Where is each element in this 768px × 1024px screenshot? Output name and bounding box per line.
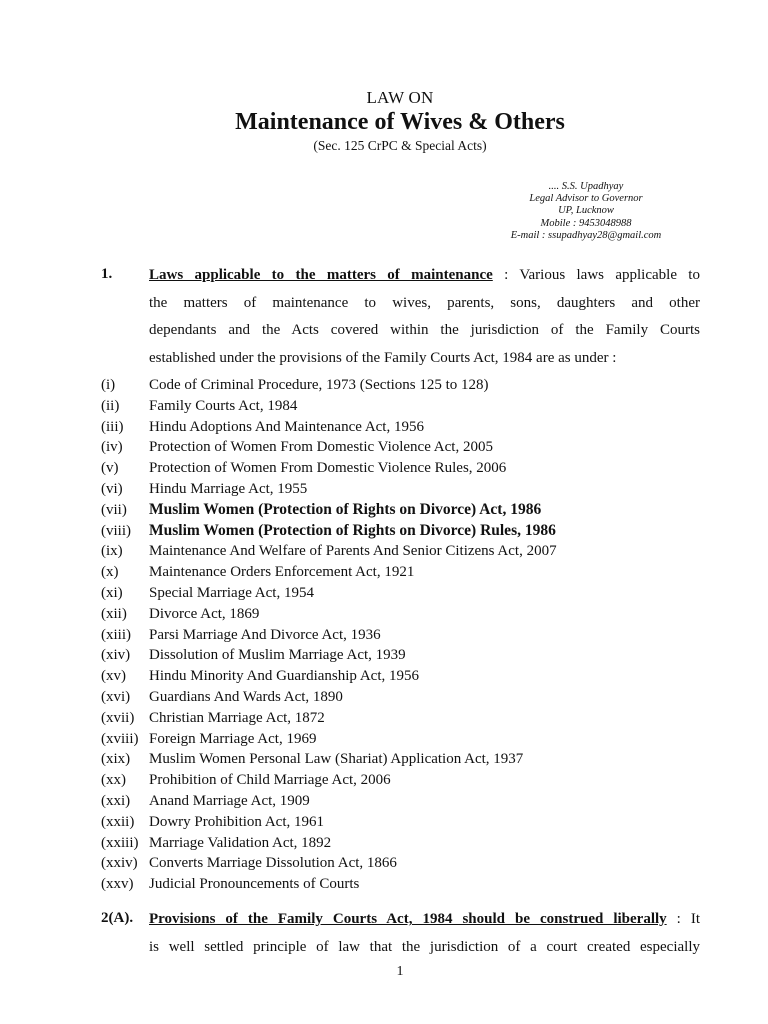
list-item-number: (xv) [101, 668, 126, 685]
list-item [101, 562, 721, 583]
list-item [101, 791, 721, 812]
list-item-text: Prohibition of Child Marriage Act, 2006 [149, 772, 391, 789]
list-item-text: Hindu Minority And Guardianship Act, 1956 [149, 668, 419, 685]
list-item-text: Maintenance And Welfare of Parents And Senior Citizens Act, 2007 [149, 543, 557, 560]
list-item [101, 500, 721, 521]
list-item-number: (xx) [101, 772, 126, 789]
list-item-number: (xxi) [101, 792, 131, 809]
document-title: Maintenance of Wives & Others [235, 109, 565, 135]
list-item-text: Divorce Act, 1869 [149, 605, 260, 622]
document-subtitle: (Sec. 125 CrPC & Special Acts) [313, 138, 487, 153]
list-item-number: (xxiii) [101, 834, 139, 851]
list-item-text: Guardians And Wards Act, 1890 [149, 688, 343, 705]
list-item-number: (ix) [101, 543, 123, 560]
list-item-text: Protection of Women From Domestic Violence Rules, 2006 [149, 460, 507, 477]
list-item [101, 396, 721, 417]
list-item [101, 687, 721, 708]
section-1-line-1-rest: : Various laws applicable to [492, 267, 700, 283]
section-1-heading: Laws applicable to the matters of maintenance [149, 267, 493, 283]
list-item-number: (xvii) [101, 709, 135, 726]
list-item-number: (ii) [101, 397, 120, 414]
section-2a-line-1-rest: : It [666, 911, 700, 927]
list-item-number: (xi) [101, 584, 123, 601]
list-item-text: Special Marriage Act, 1954 [149, 584, 314, 601]
list-item-number: (xiv) [101, 647, 131, 664]
list-item [101, 541, 721, 562]
section-2a-line-2: is well settled principle of law that the jurisdiction of a court created especially [149, 938, 700, 955]
section-2a-number: 2(A). [101, 910, 134, 926]
section-1-line-4: established under the provisions of the Family Courts Act, 1984 are as under : [149, 349, 617, 366]
list-item-number: (v) [101, 460, 119, 477]
list-item-text: Hindu Marriage Act, 1955 [149, 480, 308, 497]
list-item [101, 874, 721, 895]
list-item-number: (xviii) [101, 730, 139, 747]
list-item-number: (i) [101, 377, 116, 393]
author-role: Legal Advisor to Governor [529, 193, 643, 205]
list-item-text: Protection of Women From Domestic Violence Act, 2005 [149, 439, 493, 456]
list-item-text: Muslim Women (Protection of Rights on Divorce) Rules, 1986 [149, 521, 556, 539]
list-item [101, 833, 721, 854]
list-item [101, 437, 721, 458]
list-item-number: (xxv) [101, 876, 134, 893]
list-item [101, 625, 721, 646]
list-item-text: Converts Marriage Dissolution Act, 1866 [149, 855, 397, 872]
list-item [101, 749, 721, 770]
list-item [101, 604, 721, 625]
list-item-text: Marriage Validation Act, 1892 [149, 834, 332, 851]
section-2a-paragraph [149, 906, 700, 961]
section-2a-line-1 [149, 906, 700, 934]
list-item [101, 729, 721, 750]
list-item-text: Family Courts Act, 1984 [149, 397, 298, 414]
list-item [101, 458, 721, 479]
list-item-number: (viii) [101, 522, 131, 539]
list-item-text: Dowry Prohibition Act, 1961 [149, 813, 324, 830]
list-item-number: (xii) [101, 605, 127, 622]
list-item-text: Judicial Pronouncements of Courts [149, 876, 360, 893]
list-item-number: (x) [101, 564, 119, 581]
list-item-number: (vii) [101, 501, 127, 518]
list-item-text: Muslim Women (Protection of Rights on Divorce) Act, 1986 [149, 500, 542, 518]
list-item-number: (xxiv) [101, 855, 138, 872]
list-item-text: Dissolution of Muslim Marriage Act, 1939 [149, 647, 406, 664]
list-item-text: Maintenance Orders Enforcement Act, 1921 [149, 564, 415, 581]
list-item-number: (xiii) [101, 626, 131, 643]
list-item-text: Muslim Women Personal Law (Shariat) Application Act, 1937 [149, 751, 524, 768]
author-place: UP, Lucknow [558, 205, 614, 217]
section-2a-heading: Provisions of the Family Courts Act, 1984 should be construed liberally [149, 911, 667, 927]
list-item-text: Hindu Adoptions And Maintenance Act, 1956 [149, 418, 424, 435]
list-item-number: (iii) [101, 418, 124, 435]
list-item [101, 645, 721, 666]
list-item [101, 666, 721, 687]
list-item-text: Code of Criminal Procedure, 1973 (Sections 125 to 128) [149, 377, 489, 393]
author-block [470, 181, 702, 242]
author-email: E-mail : ssupadhyay28@gmail.com [510, 229, 662, 241]
author-mobile: Mobile : 9453048988 [540, 217, 632, 229]
list-item [101, 417, 721, 438]
list-item [101, 853, 721, 874]
list-item-text: Parsi Marriage And Divorce Act, 1936 [149, 626, 381, 643]
list-item-text: Foreign Marriage Act, 1969 [149, 730, 317, 747]
list-item-number: (iv) [101, 439, 123, 456]
list-item-text: Christian Marriage Act, 1872 [149, 709, 325, 726]
section-1-line-3: dependants and the Acts covered within the jurisdiction of the Family Courts [149, 322, 700, 339]
list-item-number: (xvi) [101, 688, 131, 705]
list-item [101, 708, 721, 729]
page-number: 1 [396, 964, 404, 979]
list-item [101, 479, 721, 500]
list-item-number: (vi) [101, 480, 123, 497]
list-item [101, 812, 721, 833]
list-item-text: Anand Marriage Act, 1909 [149, 792, 310, 809]
list-item [101, 770, 721, 791]
list-item [101, 375, 721, 396]
list-item-number: (xix) [101, 751, 131, 768]
list-item [101, 583, 721, 604]
section-1-paragraph [149, 262, 700, 372]
list-item-number: (xxii) [101, 813, 135, 830]
law-on-heading: LAW ON [366, 88, 434, 107]
author-name: .... S.S. Upadhyay [548, 181, 624, 192]
section-1-line-2: the matters of maintenance to wives, parents, sons, daughters and other [149, 294, 700, 311]
section-1-number: 1. [101, 266, 113, 282]
section-1-line-1 [149, 262, 700, 290]
list-item [101, 521, 721, 542]
laws-list [101, 375, 721, 895]
